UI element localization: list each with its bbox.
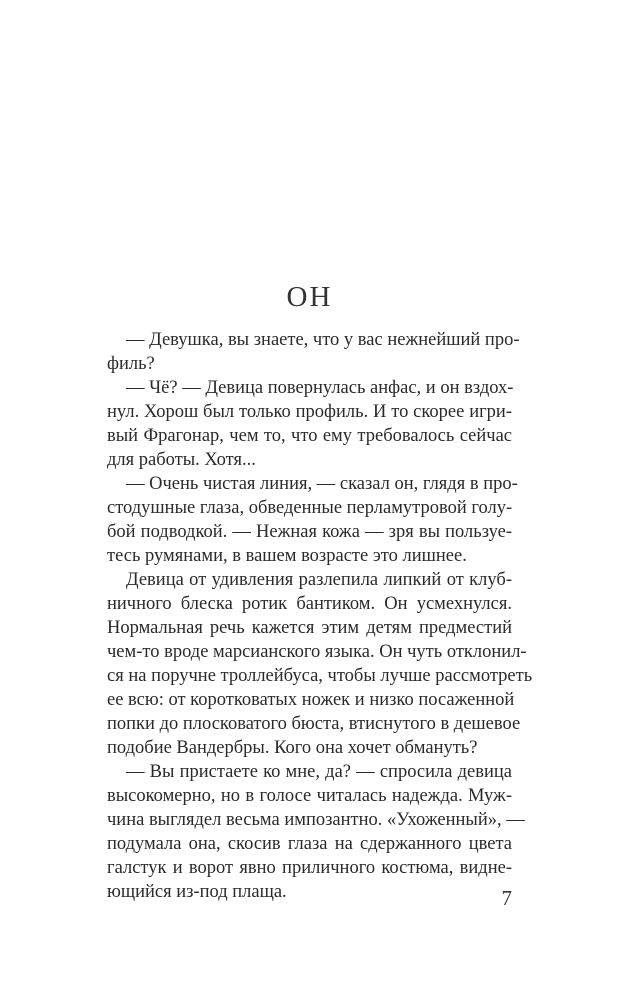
text-line: стодушные глаза, обведенные перламутровой голу- xyxy=(107,498,513,518)
text-line: филь? xyxy=(107,354,155,374)
text-line: высокомерно, но в голосе читалась надежда. Муж- xyxy=(107,786,512,806)
body-text xyxy=(107,328,533,904)
text-line: подобие Вандербры. Кого она хочет обмануть? xyxy=(107,738,478,758)
paragraph xyxy=(107,328,520,376)
paragraph xyxy=(107,568,533,760)
text-line: чина выглядел весьма импозантно. «Ухоженный», — xyxy=(107,810,525,830)
text-line: ся на поручне троллейбуса, чтобы лучше рассмотреть xyxy=(107,666,533,686)
text-line: подумала она, скосив глаза на сдержанного цвета xyxy=(107,834,512,854)
text-line: — Девушка, вы знаете, что у вас нежнейший про- xyxy=(126,330,520,350)
text-line: чем-то вроде марсианского языка. Он чуть отклонил- xyxy=(107,642,527,662)
text-line: для работы. Хотя... xyxy=(107,450,256,470)
text-line: бой подводкой. — Нежная кожа — зря вы пользуе- xyxy=(107,522,512,542)
text-line: — Вы пристаете ко мне, да? — спросила девица xyxy=(126,762,512,782)
page-number: 7 xyxy=(501,886,512,910)
text-line: галстук и ворот явно приличного костюма, видне- xyxy=(107,858,512,878)
text-line: ее всю: от коротковатых ножек и низко посаженной xyxy=(107,690,515,710)
text-line: нул. Хорош был только профиль. И то скорее игри- xyxy=(107,402,512,422)
text-line: Нормальная речь кажется этим детям предместий xyxy=(107,618,512,638)
text-line: — Очень чистая линия, — сказал он, глядя в про- xyxy=(126,474,518,494)
text-line: ничного блеска ротик бантиком. Он усмехнулся. xyxy=(107,594,512,614)
text-line: попки до плосковатого бюста, втиснутого в дешевое xyxy=(107,714,521,734)
text-line: Девица от удивления разлепила липкий от клуб- xyxy=(126,570,512,590)
paragraph xyxy=(107,760,525,904)
paragraph xyxy=(107,376,512,472)
text-line: ющийся из-под плаща. xyxy=(107,882,287,902)
text-line: тесь румянами, в вашем возрасте это лишнее. xyxy=(107,546,467,566)
text-line: вый Фрагонар, чем то, что ему требовалось сейчас xyxy=(107,426,512,446)
text-line: — Чё? — Девица повернулась анфас, и он вздох- xyxy=(126,378,514,398)
chapter-title: ОН xyxy=(286,281,333,313)
paragraph xyxy=(107,472,518,568)
